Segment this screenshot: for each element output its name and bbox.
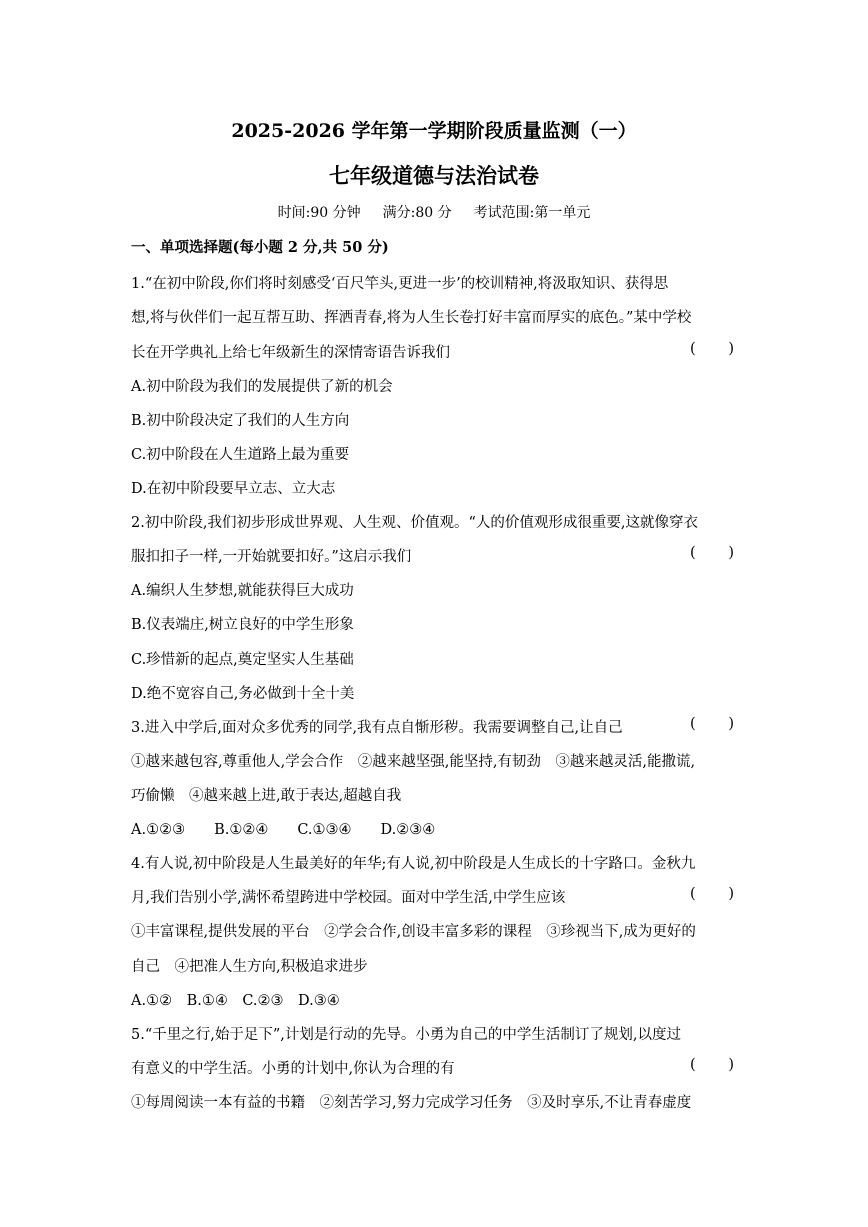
option-line: A.①② B.①④ C.②③ D.③④ — [131, 993, 340, 1009]
answer-blank — [690, 545, 734, 561]
paren-open: ( — [690, 1057, 696, 1073]
exam-scope: 考试范围:第一单元 — [473, 205, 591, 221]
text-line: 长在开学典礼上给七年级新生的深情寄语告诉我们 — [131, 345, 450, 361]
paren-open: ( — [690, 341, 696, 357]
text-line: 月,我们告别小学,满怀希望跨进中学校园。面对中学生活,中学生应该 — [131, 890, 566, 906]
option-line: C.初中阶段在人生道路上最为重要 — [131, 447, 350, 463]
paren-close: ) — [728, 1057, 734, 1073]
exam-time: 时间:90 分钟 — [277, 205, 361, 221]
paren-close: ) — [728, 341, 734, 357]
exam-full-score: 满分:80 分 — [382, 205, 452, 221]
exam-meta — [0, 202, 868, 222]
text-line: 服扣扣子一样,一开始就要扣好。”这启示我们 — [131, 549, 412, 565]
text-line: 自己 ④把准人生方向,积极追求进步 — [131, 959, 368, 975]
paren-open: ( — [690, 886, 696, 902]
text-line: ①每周阅读一本有益的书籍 ②刻苦学习,努力完成学习任务 ③及时享乐,不让青春虚度 — [131, 1095, 692, 1111]
text-line: 有意义的中学生活。小勇的计划中,你认为合理的有 — [131, 1061, 455, 1077]
exam-subtitle: 七年级道德与法治试卷 — [329, 163, 539, 188]
text-line: 2.初中阶段,我们初步形成世界观、人生观、价值观。“人的价值观形成很重要,这就像穿衣 — [131, 515, 698, 531]
paren-close: ) — [728, 545, 734, 561]
option-line: A.编织人生梦想,就能获得巨大成功 — [131, 583, 354, 599]
option-line: D.在初中阶段要早立志、立大志 — [131, 481, 336, 497]
option-line: B.初中阶段决定了我们的人生方向 — [131, 413, 350, 429]
text-line: ①越来越包容,尊重他人,学会合作 ②越来越坚强,能坚持,有韧劲 ③越来越灵活,能撒谎, — [131, 754, 696, 770]
option-line: B.仪表端庄,树立良好的中学生形象 — [131, 617, 354, 633]
text-line: 5.“千里之行,始于足下”,计划是行动的先导。小勇为自己的中学生活制订了规划,以度过 — [131, 1027, 681, 1043]
answer-blank — [690, 341, 734, 357]
answer-blank — [690, 1057, 734, 1073]
option-line: A.①②③ B.①②④ C.①③④ D.②③④ — [131, 822, 436, 838]
option-line: D.绝不宽容自己,务必做到十全十美 — [131, 686, 355, 702]
text-line: ①丰富课程,提供发展的平台 ②学会合作,创设丰富多彩的课程 ③珍视当下,成为更好的 — [131, 924, 696, 940]
text-line: 4.有人说,初中阶段是人生最美好的年华;有人说,初中阶段是人生成长的十字路口。金秋九 — [131, 856, 696, 872]
answer-blank — [690, 886, 734, 902]
text-line: 巧偷懒 ④越来越上进,敢于表达,超越自我 — [131, 788, 402, 804]
paren-open: ( — [690, 545, 696, 561]
option-line: A.初中阶段为我们的发展提供了新的机会 — [131, 379, 393, 395]
text-line: 1.“在初中阶段,你们将时刻感受‘百尺竿头,更进一步’的校训精神,将汲取知识、获得思 — [131, 276, 669, 292]
exam-title: 2025-2026 学年第一学期阶段质量监测（一） — [231, 120, 637, 142]
text-line: 想,将与伙伴们一起互帮互助、挥洒青春,将为人生长卷打好丰富而厚实的底色。”某中学校 — [131, 310, 692, 326]
option-line: C.珍惜新的起点,奠定坚实人生基础 — [131, 652, 354, 668]
paren-close: ) — [728, 716, 734, 732]
section-heading: 一、单项选择题(每小题 2 分,共 50 分) — [131, 239, 389, 256]
answer-blank — [690, 716, 734, 732]
paren-open: ( — [690, 716, 696, 732]
paren-close: ) — [728, 886, 734, 902]
text-line: 3.进入中学后,面对众多优秀的同学,我有点自惭形秽。我需要调整自己,让自己 — [131, 720, 623, 736]
